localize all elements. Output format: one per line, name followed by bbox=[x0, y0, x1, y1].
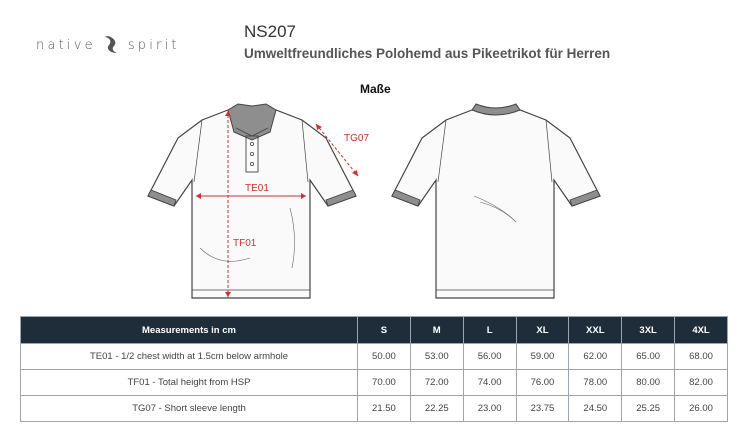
table-cell: 50.00 bbox=[358, 344, 411, 370]
table-cell: 59.00 bbox=[516, 344, 569, 370]
table-header-label: Measurements in cm bbox=[21, 317, 358, 344]
table-cell: 82.00 bbox=[675, 370, 728, 396]
brand-mark-icon bbox=[100, 34, 122, 56]
size-header: 3XL bbox=[622, 317, 675, 344]
brand-logo bbox=[36, 34, 180, 56]
brand-name-right: spirit bbox=[127, 37, 180, 53]
table-header-row bbox=[21, 317, 728, 344]
size-header: XL bbox=[516, 317, 569, 344]
table-cell: 70.00 bbox=[358, 370, 411, 396]
table-cell: 53.00 bbox=[410, 344, 463, 370]
row-label: TE01 - 1/2 chest width at 1.5cm below armhole bbox=[21, 344, 358, 370]
table-cell: 23.00 bbox=[463, 396, 516, 422]
table-cell: 62.00 bbox=[569, 344, 622, 370]
size-header: 4XL bbox=[675, 317, 728, 344]
height-measure-label: TF01 bbox=[233, 238, 257, 249]
size-header: XXL bbox=[569, 317, 622, 344]
table-cell: 25.25 bbox=[622, 396, 675, 422]
row-label: TG07 - Short sleeve length bbox=[21, 396, 358, 422]
table-cell: 68.00 bbox=[675, 344, 728, 370]
product-title: Umweltfreundliches Polohemd aus Pikeetrikot für Herren bbox=[244, 46, 611, 61]
size-header: S bbox=[358, 317, 411, 344]
size-header: L bbox=[463, 317, 516, 344]
size-header: M bbox=[410, 317, 463, 344]
table-cell: 21.50 bbox=[358, 396, 411, 422]
table-cell: 26.00 bbox=[675, 396, 728, 422]
table-row bbox=[21, 344, 728, 370]
table-cell: 80.00 bbox=[622, 370, 675, 396]
table-cell: 56.00 bbox=[463, 344, 516, 370]
table-cell: 65.00 bbox=[622, 344, 675, 370]
section-title: Maße bbox=[360, 82, 391, 96]
table-cell: 24.50 bbox=[569, 396, 622, 422]
shirt-back-illustration bbox=[384, 98, 609, 308]
brand-name-left: native bbox=[36, 37, 96, 53]
sleeve-measure-label: TG07 bbox=[344, 133, 370, 144]
row-label: TF01 - Total height from HSP bbox=[21, 370, 358, 396]
table-cell: 72.00 bbox=[410, 370, 463, 396]
chest-measure-label: TE01 bbox=[245, 183, 269, 194]
table-cell: 74.00 bbox=[463, 370, 516, 396]
shirt-front-illustration bbox=[140, 98, 365, 308]
table-row bbox=[21, 370, 728, 396]
product-code: NS207 bbox=[244, 22, 296, 41]
table-cell: 23.75 bbox=[516, 396, 569, 422]
table-cell: 78.00 bbox=[569, 370, 622, 396]
table-cell: 76.00 bbox=[516, 370, 569, 396]
table-cell: 22.25 bbox=[410, 396, 463, 422]
size-chart-table bbox=[20, 316, 728, 422]
table-row bbox=[21, 396, 728, 422]
